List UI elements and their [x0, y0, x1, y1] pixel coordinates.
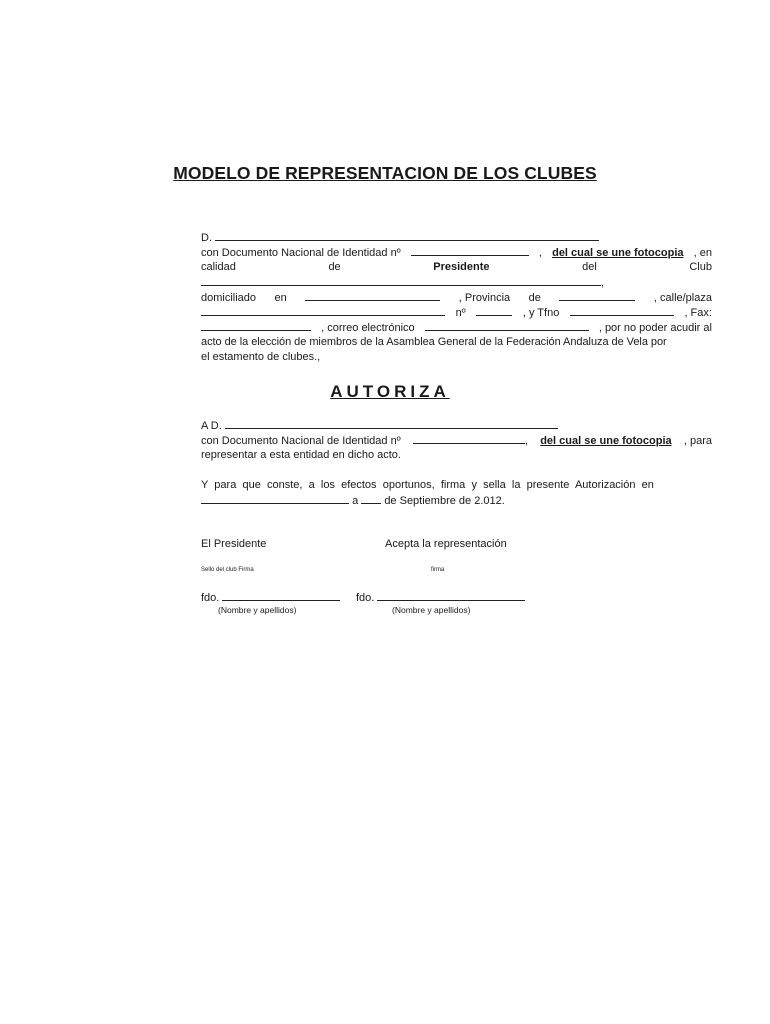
label-a: a: [352, 495, 359, 507]
label-d: D.: [201, 232, 212, 244]
line-d: [201, 230, 712, 245]
blank-fax: [201, 320, 311, 331]
label-en: , en: [693, 247, 712, 259]
label-en2: en: [274, 292, 287, 304]
label-por-no: , por no poder acudir al: [598, 322, 712, 334]
label-acepta: Acepta la representación: [385, 538, 507, 550]
label-calle: , calle/plaza: [653, 292, 712, 304]
label-correo: , correo electrónico: [321, 322, 415, 334]
line-calidad: [201, 260, 712, 274]
line-estamento: el estamento de clubes.,: [201, 351, 321, 363]
label-para: , para: [683, 435, 712, 447]
blank-dni2: [413, 433, 525, 444]
label-fdo1: fdo.: [201, 592, 220, 604]
line-dni2: con Documento Nacional de Identidad nº , del cual se une fotocopia , para: [201, 435, 712, 447]
blank-correo: [425, 320, 589, 331]
label-provincia: , Provincia: [458, 292, 511, 304]
label-ad: A D.: [201, 420, 222, 432]
blank-lugar: [201, 493, 349, 504]
blank-ad-name: [225, 418, 558, 429]
document-title: MODELO DE REPRESENTACION DE LOS CLUBES: [173, 163, 597, 183]
caption-nombre2: (Nombre y apellidos): [392, 605, 471, 615]
line-calle: [201, 305, 712, 320]
fdo-representante: [356, 590, 525, 605]
blank-domicilio: [305, 290, 440, 301]
label-club: Club: [689, 261, 712, 273]
line-conste: Y para que conste, a los efectos oportunos, firma y sella la presente Autorización en: [201, 479, 654, 491]
blank-dni: [411, 245, 529, 256]
blank-tfno: [570, 305, 674, 316]
label-sello-firma: Sello del club Firma: [201, 567, 254, 573]
label-num: nº: [455, 307, 466, 319]
line-dni: [201, 245, 712, 260]
label-fax: , Fax:: [684, 307, 712, 319]
blank-club: [201, 275, 601, 286]
comma: ,: [538, 247, 542, 259]
label-de2: de: [528, 292, 541, 304]
line-acto: acto de la elección de miembros de la Asamblea General de la Federación Andaluza de Vela por: [201, 336, 667, 348]
label-calidad: calidad: [201, 261, 236, 273]
line-correo: [201, 320, 712, 335]
autoriza-heading: AUTORIZA: [330, 382, 450, 401]
blank-num: [476, 305, 512, 316]
label-presidente: Presidente: [433, 261, 490, 273]
fdo-presidente: [201, 590, 340, 605]
blank-fdo1: [222, 590, 340, 601]
blank-name: [215, 230, 599, 241]
line-ad: [201, 418, 712, 433]
line-fecha: [201, 493, 712, 508]
label-dni: con Documento Nacional de Identidad nº: [201, 247, 401, 259]
blank-dia: [361, 493, 381, 504]
label-de: de: [328, 261, 341, 273]
line-representar: representar a esta entidad en dicho acto.: [201, 449, 401, 461]
label-fotocopia: del cual se une fotocopia: [552, 247, 684, 259]
label-dni2: con Documento Nacional de Identidad nº: [201, 435, 401, 447]
label-domiciliado: domiciliado: [201, 292, 257, 304]
label-del: del: [582, 261, 597, 273]
label-septiembre: de Septiembre de 2.012.: [384, 495, 505, 507]
label-tfno: , y Tfno: [522, 307, 560, 319]
label-firma: firma: [431, 567, 445, 573]
label-fotocopia2: del cual se une fotocopia: [540, 435, 672, 447]
line-club-name: ,: [201, 275, 712, 290]
label-el-presidente: El Presidente: [201, 538, 267, 550]
blank-calle: [201, 305, 445, 316]
line-domicilio: [201, 290, 712, 305]
blank-fdo2: [377, 590, 525, 601]
blank-provincia: [559, 290, 635, 301]
label-fdo2: fdo.: [356, 592, 375, 604]
caption-nombre1: (Nombre y apellidos): [218, 605, 297, 615]
